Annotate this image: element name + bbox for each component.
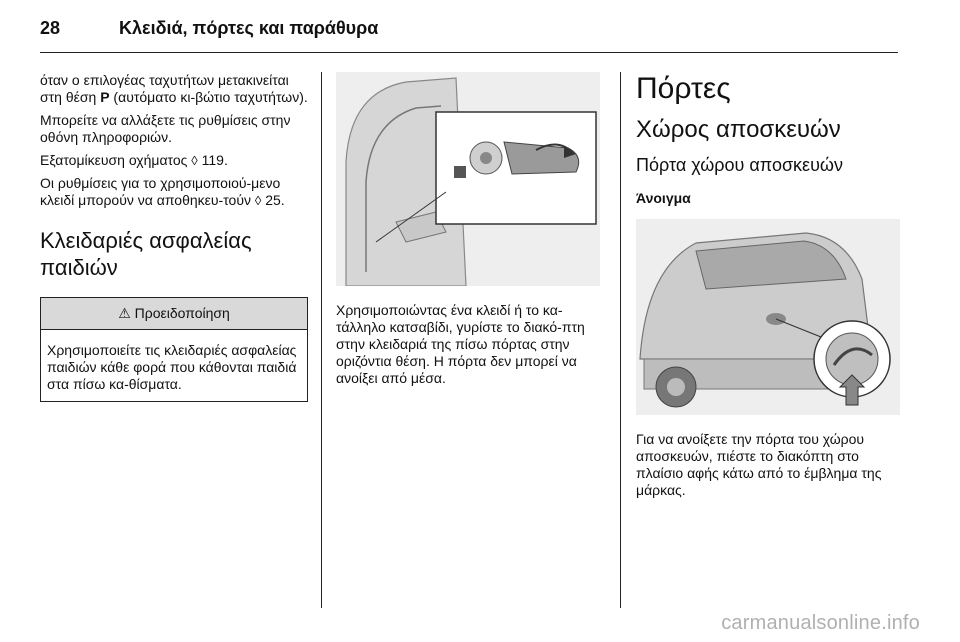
heading-opening: Άνοιγμα <box>636 190 691 206</box>
page-ref-link-25[interactable]: 25. <box>265 192 285 208</box>
watermark: carmanualsonline.info <box>721 612 920 634</box>
heading-doors: Πόρτες <box>636 72 731 105</box>
column-right <box>636 72 908 505</box>
paragraph-info-display: Μπορείτε να αλλάξετε τις ρυθμίσεις στην οθόνη πληροφοριών. <box>40 112 291 145</box>
heading-luggage-compartment: Χώρος αποσκευών <box>636 116 841 143</box>
illustration-caption: Χρησιμοποιώντας ένα κλειδί ή το κα-τάλληλο κατσαβίδι, γυρίστε το διακό-πτη στην κλειδαριά της πίσω πόρτας στην οριζόντια θέση. Η πόρτα δεν μπορεί να ανοίξει από μέσα. <box>336 302 585 386</box>
heading-tailgate: Πόρτα χώρου αποσκευών <box>636 155 843 175</box>
warning-header <box>41 298 307 330</box>
paragraph-key-settings: Οι ρυθμίσεις για το χρησιμοποιού-μενο κλειδί μπορούν να αποθηκευ-τούν ◊ 25. <box>40 175 285 208</box>
page-ref-icon: ◊ <box>254 193 262 208</box>
page-number: 28 <box>40 18 61 38</box>
door-lock-drawing <box>336 72 600 286</box>
warning-text: Χρησιμοποιείτε τις κλειδαριές ασφαλείας παιδιών κάθε φορά που κάθονται παιδιά στα πίσω κα-θίσματα. <box>47 342 297 392</box>
paragraph-gear-selector: όταν ο επιλογέας ταχυτήτων μετακινείται στη θέση P (αυτόματο κι-βώτιο ταχυτήτων). <box>40 72 308 105</box>
section-title-child-locks: Κλειδαριές ασφαλείας παιδιών <box>40 228 252 280</box>
chapter-title: Κλειδιά, πόρτες και παράθυρα <box>119 18 379 38</box>
warning-box <box>40 297 308 402</box>
warning-title: Προειδοποίηση <box>134 305 230 321</box>
header-rule <box>40 52 898 53</box>
page-header <box>40 18 378 39</box>
column-left <box>40 72 308 402</box>
tailgate-open-instructions: Για να ανοίξετε την πόρτα του χώρου αποσκευών, πιέστε το διακόπτη στο πλαίσιο αφής κάτω από το έμβλημα της μάρκας. <box>636 431 882 498</box>
column-middle <box>336 72 608 393</box>
child-lock-illustration <box>336 72 600 286</box>
column-divider-1 <box>321 72 322 608</box>
paragraph-vehicle-personalization: Εξατομίκευση οχήματος ◊ 119. <box>40 152 228 168</box>
tailgate-drawing <box>636 219 900 415</box>
tailgate-illustration <box>636 219 900 415</box>
page-ref-icon: ◊ <box>191 153 198 168</box>
column-divider-2 <box>620 72 621 608</box>
warning-icon: ⚠ <box>118 305 131 321</box>
page-ref-link-119[interactable]: 119. <box>201 152 228 168</box>
